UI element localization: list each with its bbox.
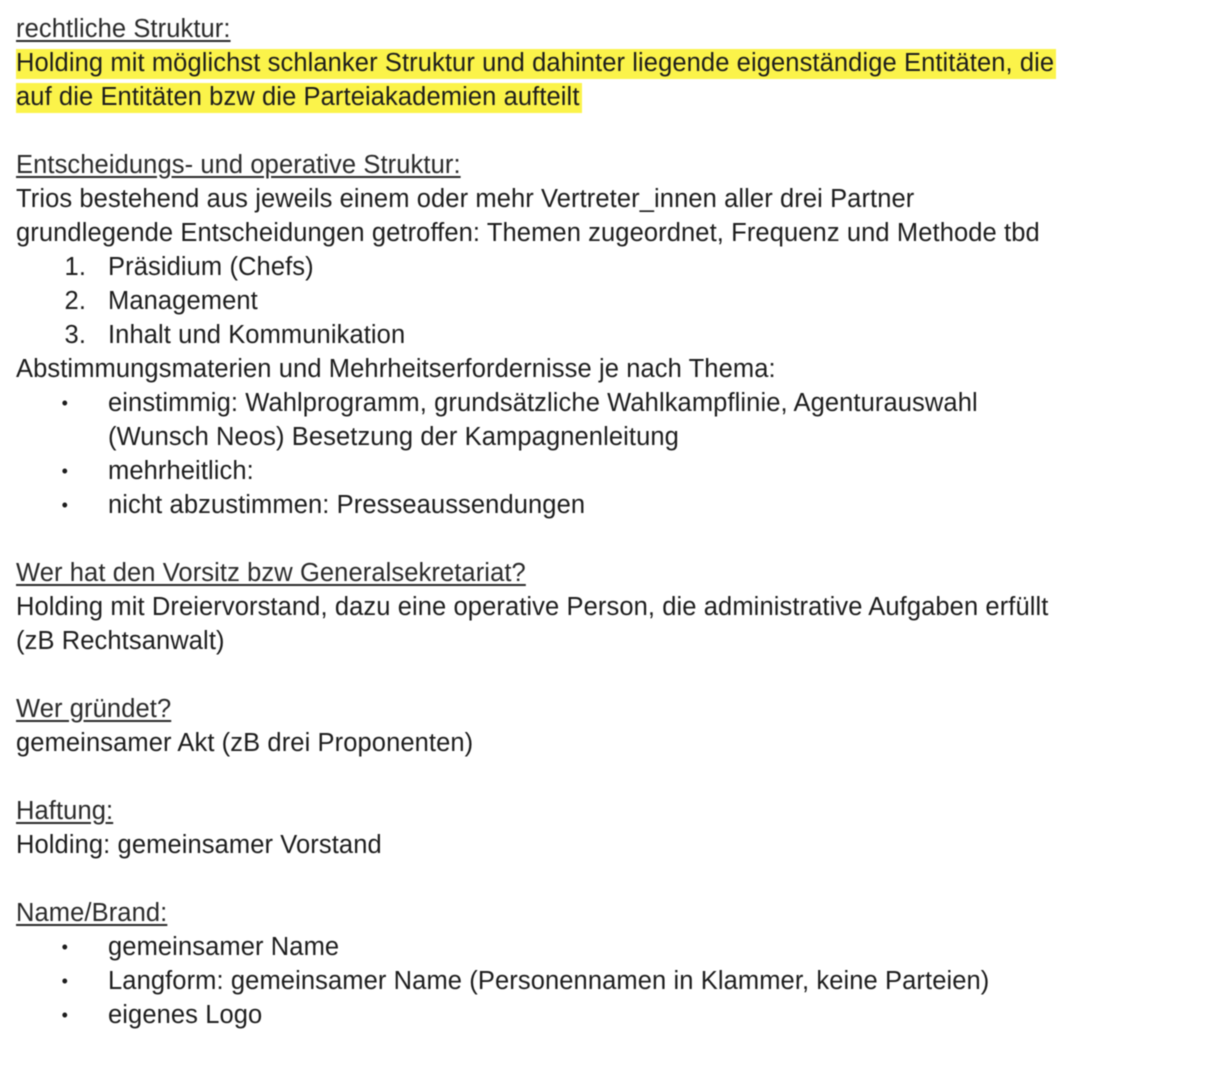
list-item-text: Langform: gemeinsamer Name (Personennamen in Klammer, keine Parteien): [108, 967, 990, 995]
list-item: [16, 318, 1216, 352]
list-item-line-2: (Wunsch Neos) Besetzung der Kampagnenleitung: [108, 423, 679, 451]
heading-chair: Wer hat den Vorsitz bzw Generalsekretariat?: [16, 559, 526, 587]
bullet-icon: •: [61, 495, 68, 515]
list-item-text: nicht abzustimmen: Presseaussendungen: [108, 491, 586, 519]
liability-text: Holding: gemeinsamer Vorstand: [16, 831, 382, 859]
bullet-icon: •: [61, 393, 68, 413]
chair-line-1: Holding mit Dreiervorstand, dazu eine operative Person, die administrative Aufgaben erfüllt: [16, 593, 1049, 621]
heading-liability: Haftung:: [16, 797, 114, 825]
bullet-list-brand: [16, 930, 1216, 1032]
section-decision-structure: [16, 148, 1216, 522]
list-item: [16, 488, 1216, 522]
list-item-text: Präsidium (Chefs): [108, 253, 314, 281]
section-founder: [16, 692, 1216, 760]
document-body: [16, 12, 1216, 1066]
list-item: [16, 284, 1216, 318]
section-brand: [16, 896, 1216, 1032]
list-item: [16, 386, 1216, 454]
chair-line-2: (zB Rechtsanwalt): [16, 627, 225, 655]
list-number: 2.: [64, 287, 86, 315]
heading-brand: Name/Brand:: [16, 899, 168, 927]
heading-legal-structure: rechtliche Struktur:: [16, 15, 231, 43]
voting-intro: Abstimmungsmaterien und Mehrheitserfordernisse je nach Thema:: [16, 355, 776, 383]
heading-founder: Wer gründet?: [16, 695, 172, 723]
bullet-icon: •: [61, 461, 68, 481]
list-item-text: gemeinsamer Name: [108, 933, 340, 961]
ordered-list: [16, 250, 1216, 352]
list-item-text: [108, 386, 1216, 454]
highlighted-text-line-2: auf die Entitäten bzw die Parteiakademien aufteilt: [16, 83, 580, 111]
list-item-text: Inhalt und Kommunikation: [108, 321, 406, 349]
list-item-text: mehrheitlich:: [108, 457, 254, 485]
list-item-text: Management: [108, 287, 258, 315]
decision-line-1: Trios bestehend aus jeweils einem oder mehr Vertreter_innen aller drei Partner: [16, 185, 915, 213]
list-item: [16, 930, 1216, 964]
list-item: [16, 964, 1216, 998]
highlighted-text-line-1: Holding mit möglichst schlanker Struktur und dahinter liegende eigenständige Entitäten, die: [16, 49, 1055, 77]
decision-line-2: grundlegende Entscheidungen getroffen: Themen zugeordnet, Frequenz und Methode tbd: [16, 219, 1040, 247]
list-number: 1.: [64, 253, 86, 281]
bullet-icon: •: [61, 937, 68, 957]
section-legal-structure: [16, 12, 1216, 114]
list-item-text: eigenes Logo: [108, 1001, 263, 1029]
heading-decision-structure: Entscheidungs- und operative Struktur:: [16, 151, 461, 179]
section-liability: [16, 794, 1216, 862]
list-item: [16, 250, 1216, 284]
legal-structure-text: [16, 46, 1216, 114]
list-item-line-1: einstimmig: Wahlprogramm, grundsätzliche Wahlkampflinie, Agenturauswahl: [108, 389, 978, 417]
bullet-icon: •: [61, 971, 68, 991]
bullet-icon: •: [61, 1005, 68, 1025]
list-item: [16, 998, 1216, 1032]
list-item: [16, 454, 1216, 488]
list-number: 3.: [64, 321, 86, 349]
founder-text: gemeinsamer Akt (zB drei Proponenten): [16, 729, 474, 757]
bullet-list-voting: [16, 386, 1216, 522]
section-chair: [16, 556, 1216, 658]
